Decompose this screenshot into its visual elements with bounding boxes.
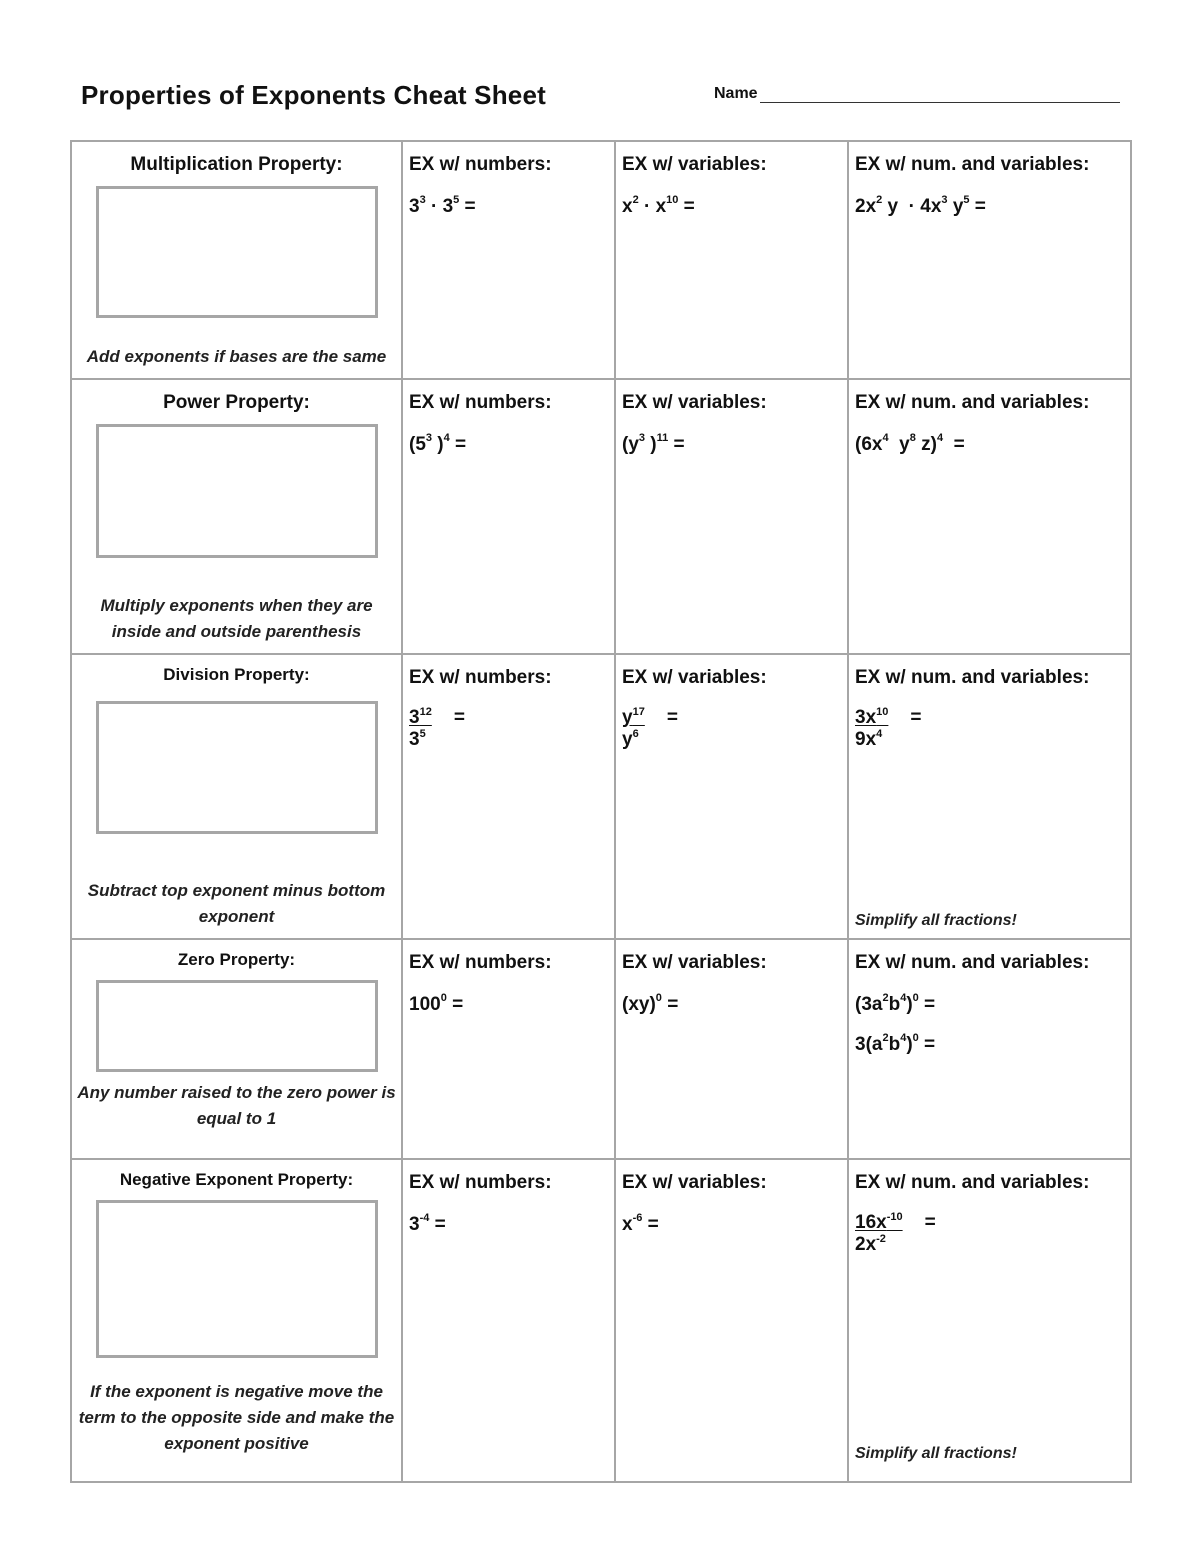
row-power — [71, 379, 1131, 654]
row-multiplication — [71, 141, 1131, 379]
example-cell-both — [848, 141, 1131, 379]
example-cell-numbers — [402, 1159, 615, 1482]
example-cell-variables — [615, 379, 848, 654]
example-expression: $2x^2$ $y \cdot 4x^3$ $y^5$ = — [855, 194, 986, 217]
example-expression: $100^0$ = — [409, 992, 464, 1015]
column-heading-variables: EX w/ variables: — [622, 392, 767, 413]
column-heading-both: EX w/ num. and variables: — [855, 392, 1090, 413]
fraction-expression: $\frac{y^{17}}{y^6}$ = — [622, 706, 678, 750]
property-hint: Add exponents if bases are the same — [86, 347, 387, 366]
example-expression: $(3a^2b^4)^0$ = — [855, 992, 936, 1015]
column-heading-variables: EX w/ variables: — [622, 1172, 767, 1193]
property-hint: Any number raised to the zero power is equal to 1 — [77, 1083, 396, 1128]
example-cell-variables — [615, 654, 848, 939]
row-zero — [71, 939, 1131, 1159]
column-heading-numbers: EX w/ numbers: — [409, 667, 552, 688]
answer-box[interactable] — [96, 1200, 378, 1358]
example-expression: $3^3 \cdot 3^5$ = — [409, 194, 476, 217]
row-negative — [71, 1159, 1131, 1482]
example-cell-both — [848, 654, 1131, 939]
column-heading-both: EX w/ num. and variables: — [855, 1172, 1090, 1193]
property-cell-multiplication — [71, 141, 402, 379]
property-cell-power — [71, 379, 402, 654]
column-heading-both: EX w/ num. and variables: — [855, 667, 1090, 688]
column-heading-variables: EX w/ variables: — [622, 952, 767, 973]
example-cell-variables — [615, 939, 848, 1159]
column-heading-variables: EX w/ variables: — [622, 154, 767, 175]
example-expression: $3(a^2b^4)^0$ = — [855, 1032, 936, 1055]
property-cell-zero — [71, 939, 402, 1159]
example-expression: (xy)$^0$ = — [622, 992, 679, 1015]
column-heading-both: EX w/ num. and variables: — [855, 154, 1090, 175]
column-heading-both: EX w/ num. and variables: — [855, 952, 1090, 973]
answer-box[interactable] — [96, 186, 378, 318]
example-cell-numbers — [402, 939, 615, 1159]
property-title: Zero Property: — [177, 950, 296, 969]
fraction-expression: $\frac{3^{12}}{3^5}$ = — [409, 706, 465, 750]
example-expression: $x^{-6}$ = — [622, 1212, 659, 1235]
property-title: Multiplication Property: — [130, 154, 343, 175]
column-heading-variables: EX w/ variables: — [622, 667, 767, 688]
property-cell-negative — [71, 1159, 402, 1482]
example-expression: ($y^3$ )$^{11}$ = — [622, 432, 685, 455]
simplify-note: Simplify all fractions! — [855, 1445, 1017, 1462]
example-cell-both — [848, 379, 1131, 654]
name-blank-line[interactable] — [760, 84, 1120, 103]
example-expression: $x^2 \cdot x^{10}$ = — [622, 194, 695, 217]
page-title: Properties of Exponents Cheat Sheet — [81, 80, 546, 110]
example-expression: ($6x^4$ $y^8$ z)$^4$ = — [855, 432, 965, 455]
column-heading-numbers: EX w/ numbers: — [409, 392, 552, 413]
column-heading-numbers: EX w/ numbers: — [409, 1172, 552, 1193]
row-division — [71, 654, 1131, 939]
example-expression: $3^{-4}$ = — [409, 1212, 446, 1235]
example-cell-both — [848, 1159, 1131, 1482]
property-title: Negative Exponent Property: — [119, 1170, 354, 1189]
fraction-expression: $\frac{16x^{-10}}{2x^{-2}}$ = — [855, 1211, 936, 1255]
column-heading-numbers: EX w/ numbers: — [409, 952, 552, 973]
example-cell-both — [848, 939, 1131, 1159]
property-hint: If the exponent is negative move the term to the opposite side and make the exponent positive — [78, 1382, 395, 1453]
column-heading-numbers: EX w/ numbers: — [409, 154, 552, 175]
example-cell-numbers — [402, 379, 615, 654]
example-expression: ($5^3$ )$^4$ = — [409, 432, 467, 455]
property-hint: Subtract top exponent minus bottom exponent — [87, 881, 386, 926]
property-title: Power Property: — [163, 392, 310, 413]
example-cell-numbers — [402, 141, 615, 379]
example-cell-variables — [615, 141, 848, 379]
property-title: Division Property: — [163, 665, 310, 684]
simplify-note: Simplify all fractions! — [855, 912, 1017, 929]
answer-box[interactable] — [96, 424, 378, 558]
fraction-expression: $\frac{3x^{10}}{9x^4}$ = — [855, 706, 922, 750]
name-label: Name — [714, 85, 758, 102]
example-cell-numbers — [402, 654, 615, 939]
answer-box[interactable] — [96, 980, 378, 1072]
answer-box[interactable] — [96, 701, 378, 834]
property-hint: Multiply exponents when they are inside and outside parenthesis — [100, 596, 373, 641]
property-cell-division — [71, 654, 402, 939]
exponents-table — [70, 140, 1132, 1483]
name-field-row — [714, 84, 1120, 103]
example-cell-variables — [615, 1159, 848, 1482]
